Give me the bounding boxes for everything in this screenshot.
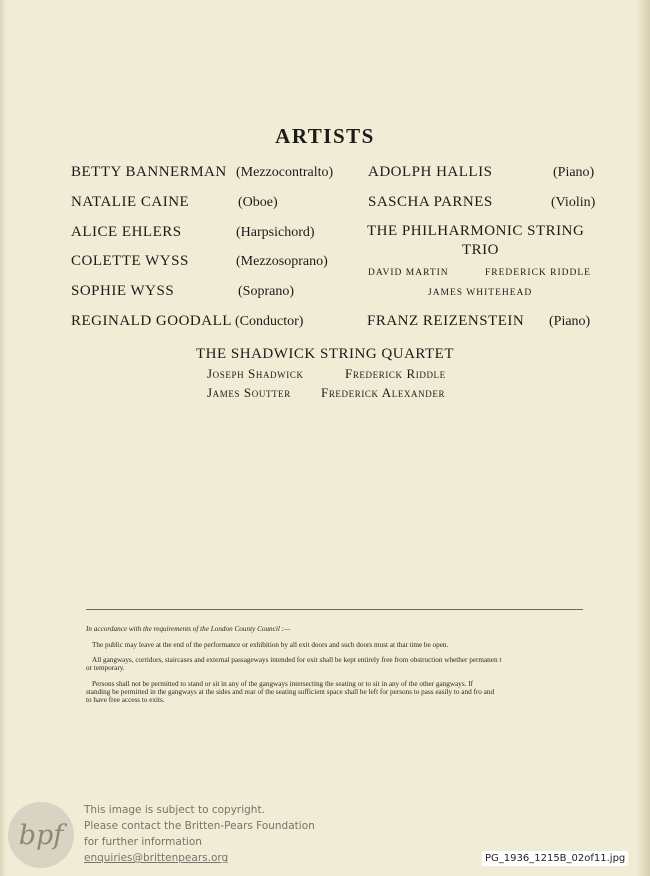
artist-role: (Harpsichord): [236, 225, 315, 240]
notice-paragraph: or temporary.: [86, 664, 125, 672]
trio-name-continued: TRIO: [462, 242, 499, 258]
copyright-notice: This image is subject to copyright.: [84, 804, 265, 816]
artist-role: (Mezzocontralto): [236, 165, 334, 180]
artist-name: NATALIE CAINE: [71, 194, 190, 210]
notice-heading: In accordance with the requirements of the London County Council :—: [86, 625, 291, 633]
artist-role: (Soprano): [238, 284, 294, 299]
notice-paragraph: All gangways, corridors, staircases and external passageways intended for exit shall be kept entirely free from obstruction whether permanen t: [92, 656, 502, 664]
artist-name: FRANZ REIZENSTEIN: [367, 313, 525, 329]
notice-paragraph: standing be permitted in the gangways at the sides and rear of the seating sufficient space shall be left for persons to pass easily to and fro and: [86, 688, 495, 696]
artist-name: ADOLPH HALLIS: [368, 164, 493, 180]
bpf-logo: bpf: [8, 802, 74, 868]
trio-member: JAMES WHITEHEAD: [428, 288, 533, 298]
quartet-member: Frederick Riddle: [345, 366, 446, 381]
contact-email-link[interactable]: enquiries@brittenpears.org: [84, 852, 229, 864]
page-title: ARTISTS: [275, 124, 375, 148]
artist-name: SOPHIE WYSS: [71, 283, 175, 299]
artist-role: (Oboe): [238, 195, 278, 210]
trio-name: THE PHILHARMONIC STRING: [367, 223, 585, 239]
artist-role: (Piano): [553, 165, 595, 180]
artist-name: ALICE EHLERS: [71, 224, 182, 240]
quartet-member: Frederick Alexander: [321, 385, 446, 400]
artist-name: BETTY BANNERMAN: [71, 164, 227, 180]
notice-paragraph: The public may leave at the end of the performance or exhibition by all exit doors and such doors must at that time be open.: [92, 641, 449, 649]
quartet-name: THE SHADWICK STRING QUARTET: [196, 346, 454, 362]
trio-member: DAVID MARTIN: [368, 268, 449, 278]
copyright-notice: for further information: [84, 836, 202, 848]
artist-role: (Piano): [549, 314, 591, 329]
artist-name: COLETTE WYSS: [71, 253, 189, 269]
artist-role: (Mezzosoprano): [236, 254, 328, 269]
trio-member: FREDERICK RIDDLE: [485, 268, 591, 278]
divider-rule: [86, 609, 583, 610]
notice-paragraph: Persons shall not be permitted to stand or sit in any of the gangways intersecting the seating or to sit in any of the other gangways. If: [92, 680, 474, 688]
file-name-label: PG_1936_1215B_02of11.jpg: [482, 851, 628, 866]
notice-paragraph: to have free access to exits.: [86, 696, 165, 704]
artist-name: SASCHA PARNES: [368, 194, 493, 210]
quartet-member: Joseph Shadwick: [207, 366, 304, 381]
copyright-notice: Please contact the Britten-Pears Foundation: [84, 820, 315, 832]
artist-name: REGINALD GOODALL: [71, 313, 232, 329]
artist-role: (Conductor): [235, 314, 304, 329]
artist-role: (Violin): [551, 195, 596, 210]
quartet-member: James Soutter: [207, 385, 291, 400]
